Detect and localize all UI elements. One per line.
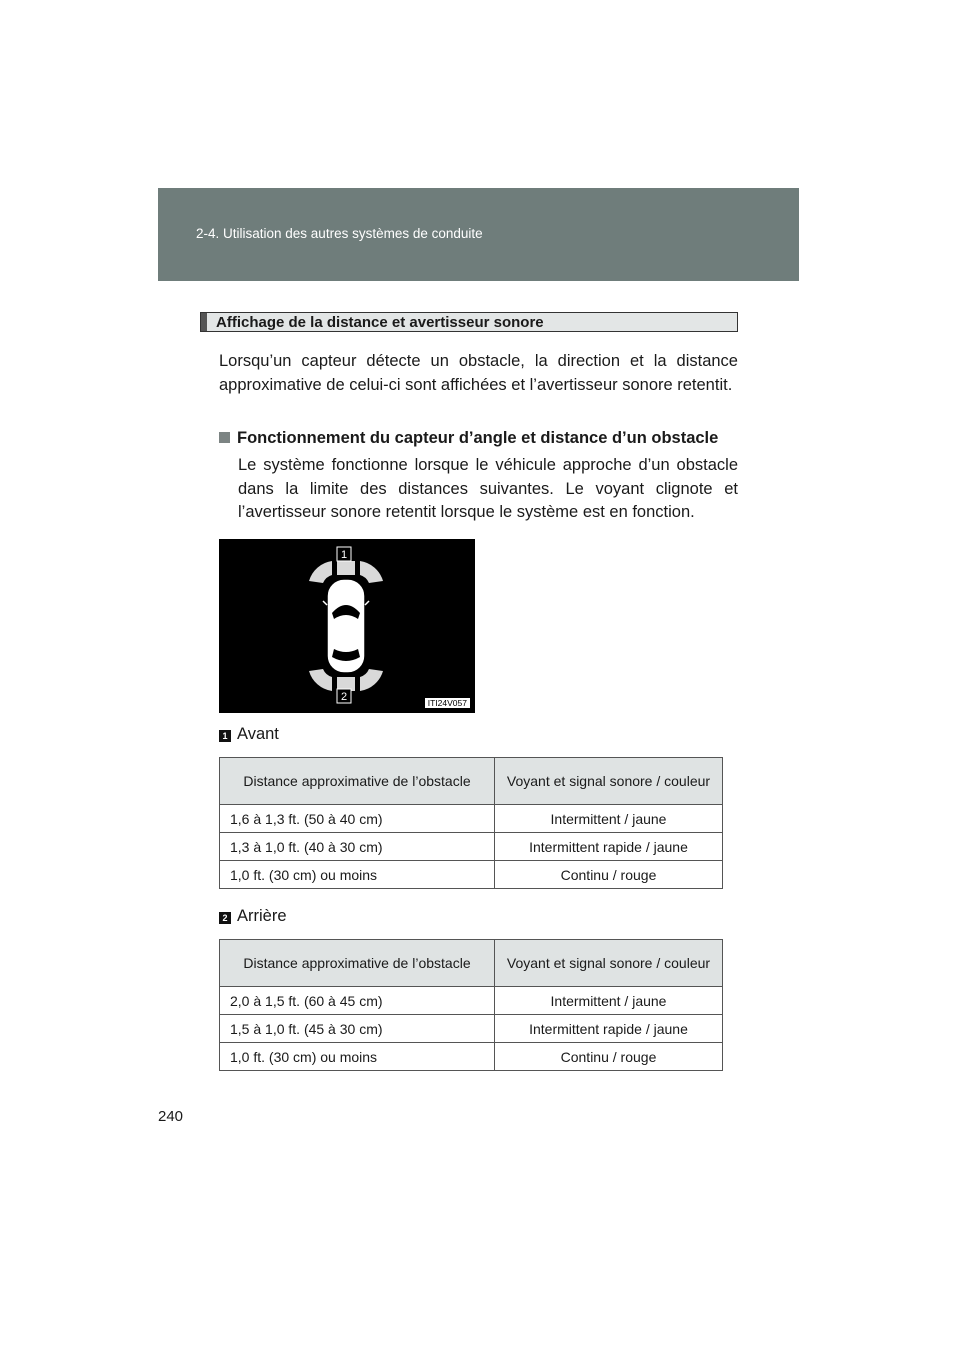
front-label <box>219 725 279 744</box>
table-cell: Intermittent / jaune <box>495 987 723 1015</box>
table-cell: 1,0 ft. (30 cm) ou moins <box>220 1043 495 1071</box>
table-cell: Intermittent rapide / jaune <box>495 833 723 861</box>
front-center-zone <box>337 561 355 575</box>
table-row <box>220 1043 723 1071</box>
rear-label <box>219 907 287 926</box>
front-label-text: Avant <box>237 725 279 743</box>
table-row <box>220 833 723 861</box>
callout-2: 2 <box>340 691 348 703</box>
table-header-row <box>220 940 723 987</box>
front-table <box>219 757 723 889</box>
table-row <box>220 987 723 1015</box>
page-number: 240 <box>158 1108 184 1125</box>
column-header: Voyant et signal sonore / couleur <box>495 940 723 987</box>
table-row <box>220 1015 723 1043</box>
callout-1: 1 <box>340 549 348 561</box>
chapter-title: 2-4. Utilisation des autres systèmes de conduite <box>196 226 483 241</box>
badge-2-icon: 2 <box>219 912 231 924</box>
subheading <box>219 429 718 448</box>
column-header: Distance approximative de l’obstacle <box>220 758 495 805</box>
sensor-diagram <box>219 539 475 713</box>
badge-1-icon: 1 <box>219 730 231 742</box>
rear-label-text: Arrière <box>237 907 287 925</box>
figure-code: ITI24V057 <box>424 697 471 709</box>
front-right-zone <box>360 561 383 583</box>
rear-left-zone <box>309 669 332 691</box>
subheading-text: Fonctionnement du capteur d’angle et distance d’un obstacle <box>237 429 719 447</box>
table-cell: Intermittent / jaune <box>495 805 723 833</box>
intro-paragraph: Lorsqu’un capteur détecte un obstacle, la direction et la distance approximative de celui-ci sont affichées et l’avertisseur sonore retentit. <box>219 352 738 394</box>
table-cell: 1,3 à 1,0 ft. (40 à 30 cm) <box>220 833 495 861</box>
section-title-text: Affichage de la distance et avertisseur sonore <box>216 314 544 331</box>
column-header: Distance approximative de l’obstacle <box>220 940 495 987</box>
table-cell: Continu / rouge <box>495 861 723 889</box>
car-sensor-illustration <box>219 539 475 713</box>
column-header: Voyant et signal sonore / couleur <box>495 758 723 805</box>
square-bullet-icon <box>219 432 230 443</box>
sub-paragraph: Le système fonctionne lorsque le véhicule approche d’un obstacle dans la limite des distances suivantes. Le voyant clignote et l’avertisseur sonore retentit lorsque le système est en fonction. <box>238 456 738 521</box>
table-cell: 1,6 à 1,3 ft. (50 à 40 cm) <box>220 805 495 833</box>
table-row <box>220 805 723 833</box>
table-cell: 1,0 ft. (30 cm) ou moins <box>220 861 495 889</box>
table-cell: Continu / rouge <box>495 1043 723 1071</box>
chapter-header <box>158 188 799 281</box>
table-cell: 1,5 à 1,0 ft. (45 à 30 cm) <box>220 1015 495 1043</box>
front-left-zone <box>309 561 332 583</box>
table-header-row <box>220 758 723 805</box>
table-cell: 2,0 à 1,5 ft. (60 à 45 cm) <box>220 987 495 1015</box>
table-cell: Intermittent rapide / jaune <box>495 1015 723 1043</box>
section-title-bar <box>201 313 207 331</box>
rear-right-zone <box>360 669 383 691</box>
section-title <box>200 312 738 332</box>
rear-table <box>219 939 723 1071</box>
table-row <box>220 861 723 889</box>
